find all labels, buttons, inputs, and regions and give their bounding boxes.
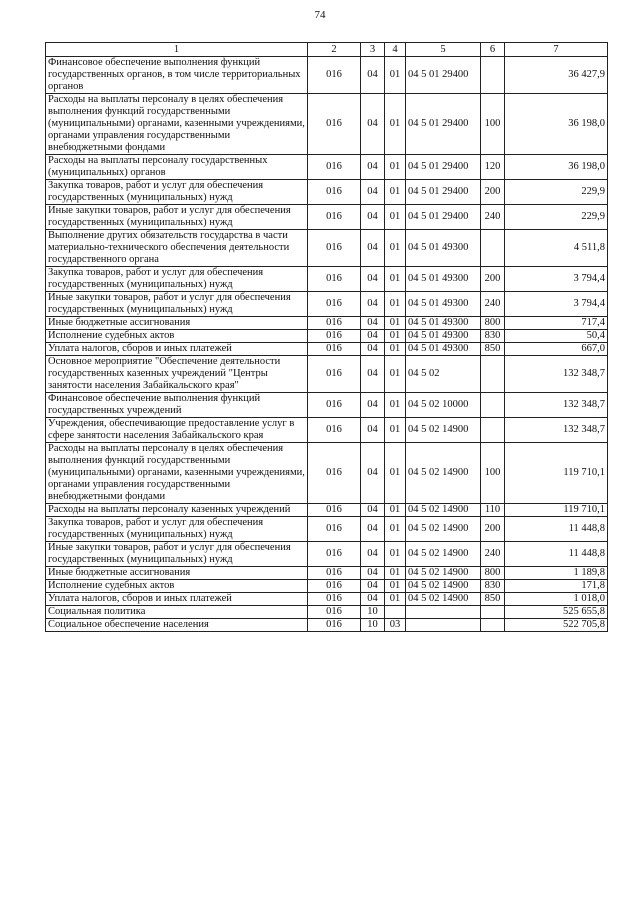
table-row <box>46 155 608 180</box>
expense-type-cell: 200 <box>481 180 505 205</box>
budget-code-cell: 016 <box>308 267 361 292</box>
section-code-cell: 04 <box>361 317 385 330</box>
table-row <box>46 418 608 443</box>
subsection-code-cell: 01 <box>385 317 406 330</box>
section-code-cell: 04 <box>361 517 385 542</box>
subsection-code-cell: 01 <box>385 443 406 504</box>
target-article-cell: 04 5 01 49300 <box>406 343 481 356</box>
expense-type-cell: 240 <box>481 205 505 230</box>
row-name-cell: Расходы на выплаты персоналу государственных (муниципальных) органов <box>46 155 308 180</box>
target-article-cell: 04 5 02 14900 <box>406 517 481 542</box>
target-article-cell: 04 5 01 49300 <box>406 267 481 292</box>
amount-cell: 717,4 <box>505 317 608 330</box>
budget-code-cell: 016 <box>308 504 361 517</box>
budget-table <box>45 42 608 632</box>
table-header-row <box>46 43 608 57</box>
table-row <box>46 580 608 593</box>
subsection-code-cell: 01 <box>385 230 406 267</box>
budget-code-cell: 016 <box>308 155 361 180</box>
row-name-cell: Закупка товаров, работ и услуг для обеспечения государственных (муниципальных) нужд <box>46 267 308 292</box>
target-article-cell: 04 5 01 49300 <box>406 330 481 343</box>
subsection-code-cell: 01 <box>385 343 406 356</box>
budget-code-cell: 016 <box>308 230 361 267</box>
target-article-cell <box>406 606 481 619</box>
amount-cell: 525 655,8 <box>505 606 608 619</box>
row-name-cell: Финансовое обеспечение выполнения функций государственных органов, в том числе территориальных органов <box>46 57 308 94</box>
amount-cell: 11 448,8 <box>505 517 608 542</box>
table-row <box>46 267 608 292</box>
row-name-cell: Учреждения, обеспечивающие предоставление услуг в сфере занятости населения Забайкальского края <box>46 418 308 443</box>
target-article-cell: 04 5 02 14900 <box>406 504 481 517</box>
subsection-code-cell: 01 <box>385 205 406 230</box>
table-row <box>46 317 608 330</box>
section-code-cell: 04 <box>361 267 385 292</box>
budget-code-cell: 016 <box>308 292 361 317</box>
expense-type-cell: 850 <box>481 593 505 606</box>
expense-type-cell <box>481 356 505 393</box>
budget-code-cell: 016 <box>308 443 361 504</box>
section-code-cell: 04 <box>361 343 385 356</box>
expense-type-cell <box>481 418 505 443</box>
column-header: 5 <box>406 43 481 57</box>
amount-cell: 4 511,8 <box>505 230 608 267</box>
amount-cell: 1 189,8 <box>505 567 608 580</box>
table-row <box>46 567 608 580</box>
table-row <box>46 393 608 418</box>
target-article-cell: 04 5 01 49300 <box>406 317 481 330</box>
row-name-cell: Иные закупки товаров, работ и услуг для обеспечения государственных (муниципальных) нужд <box>46 542 308 567</box>
target-article-cell: 04 5 01 49300 <box>406 292 481 317</box>
amount-cell: 36 198,0 <box>505 94 608 155</box>
subsection-code-cell: 01 <box>385 418 406 443</box>
amount-cell: 132 348,7 <box>505 418 608 443</box>
expense-type-cell <box>481 230 505 267</box>
target-article-cell: 04 5 02 14900 <box>406 418 481 443</box>
table-row <box>46 606 608 619</box>
column-header: 3 <box>361 43 385 57</box>
section-code-cell: 04 <box>361 205 385 230</box>
table-row <box>46 292 608 317</box>
section-code-cell: 04 <box>361 292 385 317</box>
budget-code-cell: 016 <box>308 180 361 205</box>
row-name-cell: Исполнение судебных актов <box>46 330 308 343</box>
amount-cell: 171,8 <box>505 580 608 593</box>
target-article-cell: 04 5 01 29400 <box>406 205 481 230</box>
budget-code-cell: 016 <box>308 393 361 418</box>
subsection-code-cell: 01 <box>385 330 406 343</box>
row-name-cell: Социальное обеспечение населения <box>46 619 308 632</box>
budget-code-cell: 016 <box>308 205 361 230</box>
expense-type-cell: 830 <box>481 330 505 343</box>
row-name-cell: Закупка товаров, работ и услуг для обеспечения государственных (муниципальных) нужд <box>46 517 308 542</box>
section-code-cell: 04 <box>361 542 385 567</box>
row-name-cell: Выполнение других обязательств государства в части материально-технического обеспечения деятельности государственного органа <box>46 230 308 267</box>
target-article-cell: 04 5 02 14900 <box>406 443 481 504</box>
target-article-cell: 04 5 01 29400 <box>406 155 481 180</box>
column-header: 4 <box>385 43 406 57</box>
target-article-cell: 04 5 02 14900 <box>406 542 481 567</box>
subsection-code-cell: 01 <box>385 292 406 317</box>
table-row <box>46 542 608 567</box>
target-article-cell: 04 5 02 10000 <box>406 393 481 418</box>
table-row <box>46 504 608 517</box>
expense-type-cell: 120 <box>481 155 505 180</box>
subsection-code-cell: 01 <box>385 267 406 292</box>
subsection-code-cell: 01 <box>385 94 406 155</box>
amount-cell: 11 448,8 <box>505 542 608 567</box>
subsection-code-cell: 01 <box>385 580 406 593</box>
section-code-cell: 04 <box>361 230 385 267</box>
budget-code-cell: 016 <box>308 593 361 606</box>
target-article-cell <box>406 619 481 632</box>
row-name-cell: Социальная политика <box>46 606 308 619</box>
section-code-cell: 04 <box>361 180 385 205</box>
table-row <box>46 356 608 393</box>
target-article-cell: 04 5 01 29400 <box>406 57 481 94</box>
expense-type-cell: 100 <box>481 443 505 504</box>
subsection-code-cell: 01 <box>385 504 406 517</box>
budget-code-cell: 016 <box>308 619 361 632</box>
amount-cell: 3 794,4 <box>505 292 608 317</box>
amount-cell: 1 018,0 <box>505 593 608 606</box>
row-name-cell: Иные закупки товаров, работ и услуг для обеспечения государственных (муниципальных) нужд <box>46 205 308 230</box>
amount-cell: 132 348,7 <box>505 393 608 418</box>
subsection-code-cell: 01 <box>385 356 406 393</box>
budget-code-cell: 016 <box>308 542 361 567</box>
column-header: 1 <box>46 43 308 57</box>
section-code-cell: 04 <box>361 155 385 180</box>
expense-type-cell: 100 <box>481 94 505 155</box>
table-row <box>46 619 608 632</box>
row-name-cell: Расходы на выплаты персоналу в целях обеспечения выполнения функций государственными (муниципальными) органами, казенными учреждениями, органами управления государственными внебюджетными фондами <box>46 94 308 155</box>
row-name-cell: Иные закупки товаров, работ и услуг для обеспечения государственных (муниципальных) нужд <box>46 292 308 317</box>
target-article-cell: 04 5 02 14900 <box>406 580 481 593</box>
section-code-cell: 04 <box>361 504 385 517</box>
column-header: 6 <box>481 43 505 57</box>
amount-cell: 667,0 <box>505 343 608 356</box>
table-row <box>46 343 608 356</box>
target-article-cell: 04 5 02 14900 <box>406 593 481 606</box>
budget-code-cell: 016 <box>308 94 361 155</box>
amount-cell: 119 710,1 <box>505 504 608 517</box>
section-code-cell: 04 <box>361 418 385 443</box>
section-code-cell: 10 <box>361 619 385 632</box>
subsection-code-cell: 01 <box>385 567 406 580</box>
amount-cell: 132 348,7 <box>505 356 608 393</box>
subsection-code-cell: 01 <box>385 517 406 542</box>
target-article-cell: 04 5 02 14900 <box>406 567 481 580</box>
section-code-cell: 04 <box>361 580 385 593</box>
expense-type-cell <box>481 393 505 418</box>
budget-code-cell: 016 <box>308 567 361 580</box>
column-header: 2 <box>308 43 361 57</box>
table-row <box>46 593 608 606</box>
amount-cell: 36 198,0 <box>505 155 608 180</box>
amount-cell: 229,9 <box>505 180 608 205</box>
budget-code-cell: 016 <box>308 356 361 393</box>
budget-code-cell: 016 <box>308 57 361 94</box>
row-name-cell: Основное мероприятие "Обеспечение деятельности государственных казенных учреждений "Центры занятости населения Забайкальского края" <box>46 356 308 393</box>
expense-type-cell: 110 <box>481 504 505 517</box>
row-name-cell: Расходы на выплаты персоналу в целях обеспечения выполнения функций государственными (муниципальными) органами, казенными учреждениями, органами управления государственными внебюджетными фондами <box>46 443 308 504</box>
subsection-code-cell: 01 <box>385 180 406 205</box>
budget-code-cell: 016 <box>308 580 361 593</box>
budget-code-cell: 016 <box>308 343 361 356</box>
row-name-cell: Уплата налогов, сборов и иных платежей <box>46 343 308 356</box>
row-name-cell: Иные бюджетные ассигнования <box>46 567 308 580</box>
table-row <box>46 205 608 230</box>
expense-type-cell <box>481 606 505 619</box>
target-article-cell: 04 5 01 29400 <box>406 94 481 155</box>
section-code-cell: 04 <box>361 593 385 606</box>
subsection-code-cell: 01 <box>385 593 406 606</box>
amount-cell: 119 710,1 <box>505 443 608 504</box>
row-name-cell: Уплата налогов, сборов и иных платежей <box>46 593 308 606</box>
budget-code-cell: 016 <box>308 606 361 619</box>
table-row <box>46 517 608 542</box>
amount-cell: 3 794,4 <box>505 267 608 292</box>
amount-cell: 522 705,8 <box>505 619 608 632</box>
table-row <box>46 230 608 267</box>
section-code-cell: 04 <box>361 567 385 580</box>
row-name-cell: Исполнение судебных актов <box>46 580 308 593</box>
subsection-code-cell: 03 <box>385 619 406 632</box>
budget-code-cell: 016 <box>308 330 361 343</box>
row-name-cell: Расходы на выплаты персоналу казенных учреждений <box>46 504 308 517</box>
table-row <box>46 443 608 504</box>
subsection-code-cell: 01 <box>385 57 406 94</box>
expense-type-cell: 240 <box>481 542 505 567</box>
subsection-code-cell <box>385 606 406 619</box>
expense-type-cell <box>481 57 505 94</box>
expense-type-cell <box>481 619 505 632</box>
expense-type-cell: 800 <box>481 567 505 580</box>
table-row <box>46 180 608 205</box>
section-code-cell: 04 <box>361 356 385 393</box>
amount-cell: 36 427,9 <box>505 57 608 94</box>
budget-code-cell: 016 <box>308 317 361 330</box>
page-number: 74 <box>314 9 326 21</box>
amount-cell: 229,9 <box>505 205 608 230</box>
table-row <box>46 94 608 155</box>
subsection-code-cell: 01 <box>385 393 406 418</box>
row-name-cell: Финансовое обеспечение выполнения функций государственных учреждений <box>46 393 308 418</box>
target-article-cell: 04 5 01 49300 <box>406 230 481 267</box>
expense-type-cell: 200 <box>481 267 505 292</box>
section-code-cell: 04 <box>361 57 385 94</box>
expense-type-cell: 830 <box>481 580 505 593</box>
section-code-cell: 04 <box>361 393 385 418</box>
target-article-cell: 04 5 02 <box>406 356 481 393</box>
expense-type-cell: 850 <box>481 343 505 356</box>
budget-code-cell: 016 <box>308 517 361 542</box>
expense-type-cell: 200 <box>481 517 505 542</box>
table-row <box>46 57 608 94</box>
budget-code-cell: 016 <box>308 418 361 443</box>
target-article-cell: 04 5 01 29400 <box>406 180 481 205</box>
subsection-code-cell: 01 <box>385 155 406 180</box>
row-name-cell: Иные бюджетные ассигнования <box>46 317 308 330</box>
table-row <box>46 330 608 343</box>
section-code-cell: 10 <box>361 606 385 619</box>
section-code-cell: 04 <box>361 443 385 504</box>
subsection-code-cell: 01 <box>385 542 406 567</box>
amount-cell: 50,4 <box>505 330 608 343</box>
column-header: 7 <box>505 43 608 57</box>
expense-type-cell: 800 <box>481 317 505 330</box>
expense-type-cell: 240 <box>481 292 505 317</box>
section-code-cell: 04 <box>361 94 385 155</box>
row-name-cell: Закупка товаров, работ и услуг для обеспечения государственных (муниципальных) нужд <box>46 180 308 205</box>
section-code-cell: 04 <box>361 330 385 343</box>
